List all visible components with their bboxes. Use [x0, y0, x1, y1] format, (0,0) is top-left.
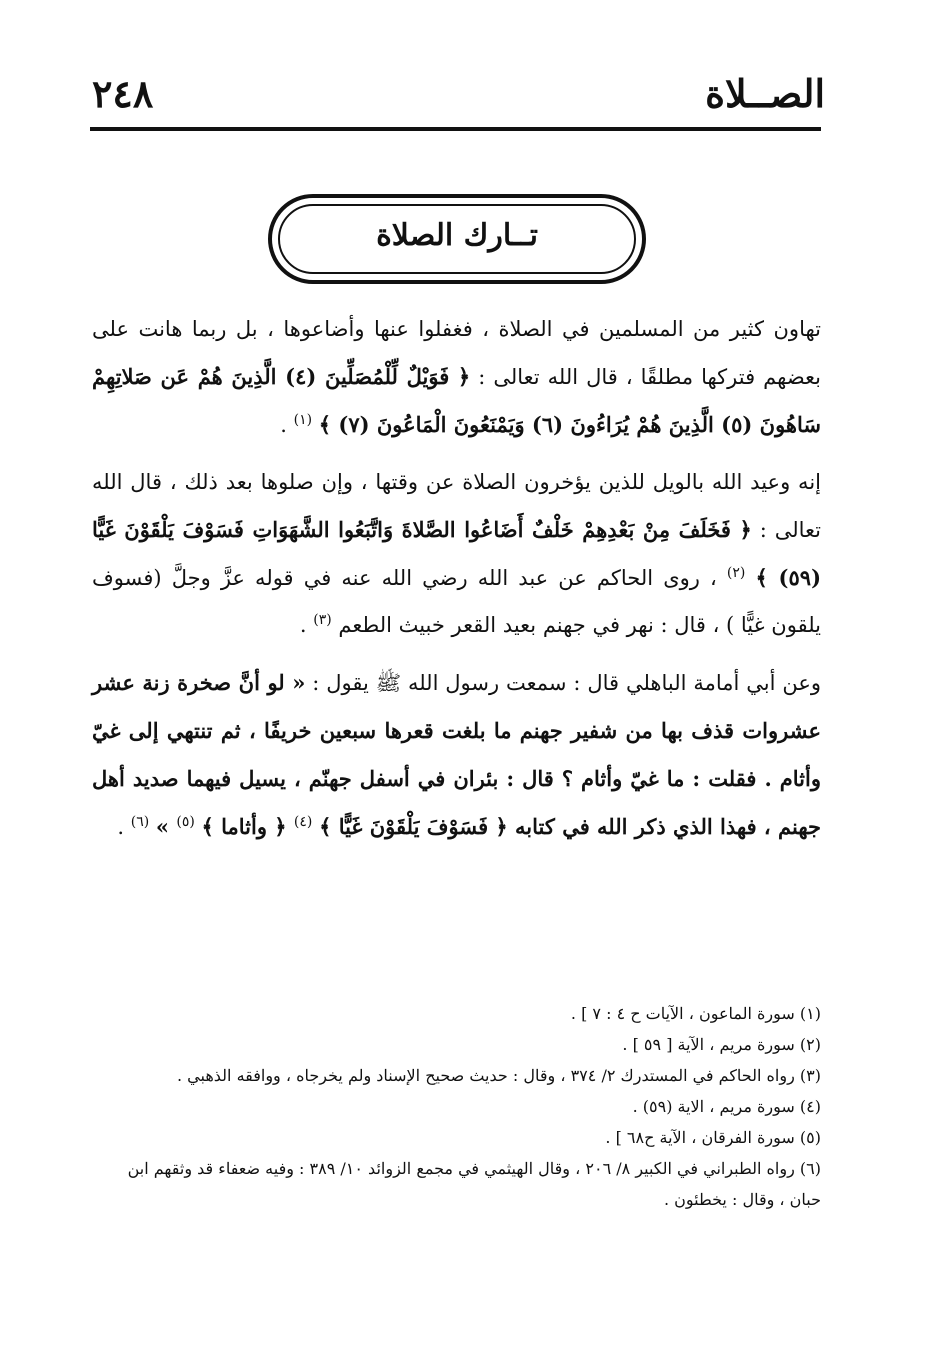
paragraph-text: وعن أبي أمامة الباهلي قال : سمعت رسول الله ﷺ يقول :	[305, 671, 821, 695]
footnote-6: (٦) رواه الطبراني في الكبير ٨/ ٢٠٦ ، وقال الهيثمي في مجمع الزوائد ١٠/ ٣٨٩ : وفيه ضعفاء قد وثقهم ابن حبان ، وقال : يخطئون .	[127, 1159, 821, 1209]
footnote-ref: (٥)	[176, 814, 195, 830]
paragraph-text: تهاون كثير من المسلمين في الصلاة ، فغفلوا عنها وأضاعوها ، بل ربما هانت على بعضهم فتركها مطلقًا ، قال الله تعالى :	[92, 317, 822, 389]
chapter-title: تــارك الصلاة	[376, 218, 538, 253]
body-text	[92, 306, 821, 851]
quran-quote: ﴿ وأثاما ﴾	[201, 814, 294, 839]
footnote-ref: (٢)	[726, 565, 746, 581]
paragraph-1	[92, 306, 821, 449]
running-header-title: الصــلاة	[705, 71, 825, 116]
chapter-title-frame	[268, 194, 646, 284]
footnote-4: (٤) سورة مريم ، الاية (٥٩) .	[632, 1097, 821, 1116]
paragraph-end: .	[280, 413, 294, 437]
paragraph-2	[92, 459, 821, 649]
footnotes	[92, 998, 821, 1215]
header-rule	[90, 127, 821, 131]
footnote-ref: (٣)	[313, 612, 332, 628]
hadith-quote-close: »	[155, 814, 177, 839]
paragraph-3	[92, 659, 821, 851]
footnote-1: (١) سورة الماعون ، الآيات ح ٤ : ٧ ] .	[570, 1004, 821, 1023]
footnote-5: (٥) سورة الفرقان ، الآية ح٦٨ ] .	[605, 1128, 821, 1147]
paragraph-end: .	[117, 815, 131, 839]
footnote-ref: (١)	[293, 412, 313, 428]
quran-quote: ﴿ فَخَلَفَ مِنْ بَعْدِهِمْ خَلْفٌ أَضَاعُوا الصَّلاةَ وَاتَّبَعُوا الشَّهَوَاتِ فَسَوْفَ يَلْقَوْنَ غَيًّا (٥٩) ﴾	[92, 517, 821, 590]
footnote-2: (٢) سورة مريم ، الآية [ ٥٩ ] .	[622, 1035, 821, 1054]
quran-quote: ﴿ فَوَيْلٌ لِّلْمُصَلِّينَ (٤) الَّذِينَ هُمْ عَن صَلاتِهِمْ سَاهُونَ (٥) الَّذِينَ هُمْ يُرَاءُونَ (٦) وَيَمْنَعُونَ الْمَاعُونَ (٧) ﴾	[92, 364, 821, 437]
hadith-quote: « لو أنَّ صخرة زنة عشر عشروات قذف بها من شفير جهنم ما بلغت قعرها سبعين خريفًا ، ثم تنتهي إلى غيّ وأثام . فقلت : ما غيّ وأثام ؟ قال : بئران في أسفل جهنّم ، يسيل فيهما صديد أهل جهنم ، فهذا الذي ذكر الله في كتابه ﴿ فَسَوْفَ يَلْقَوْنَ غَيًّا ﴾	[92, 670, 821, 839]
footnote-ref: (٦)	[130, 814, 150, 830]
paragraph-text-continued: ، روى الحاكم عن عبد الله رضي الله عنه في قوله عزَّ وجلَّ (فسوف يلقون غيًّا ) ، قال : نهر في جهنم بعيد القعر خبيث الطعم	[92, 566, 821, 637]
paragraph-end: .	[299, 613, 314, 637]
page-number: ٢٤٨	[92, 71, 154, 116]
footnote-3: (٣) رواه الحاكم في المستدرك ٢/ ٣٧٤ ، وقال : حديث صحيح الإسناد ولم يخرجاه ، ووافقه الذهبي .	[176, 1066, 821, 1085]
paragraph-text: إنه وعيد الله بالويل للذين يؤخرون الصلاة عن وقتها ، وإن صلوها بعد ذلك ، قال الله تعالى :	[92, 470, 822, 542]
footnote-ref: (٤)	[293, 814, 313, 830]
